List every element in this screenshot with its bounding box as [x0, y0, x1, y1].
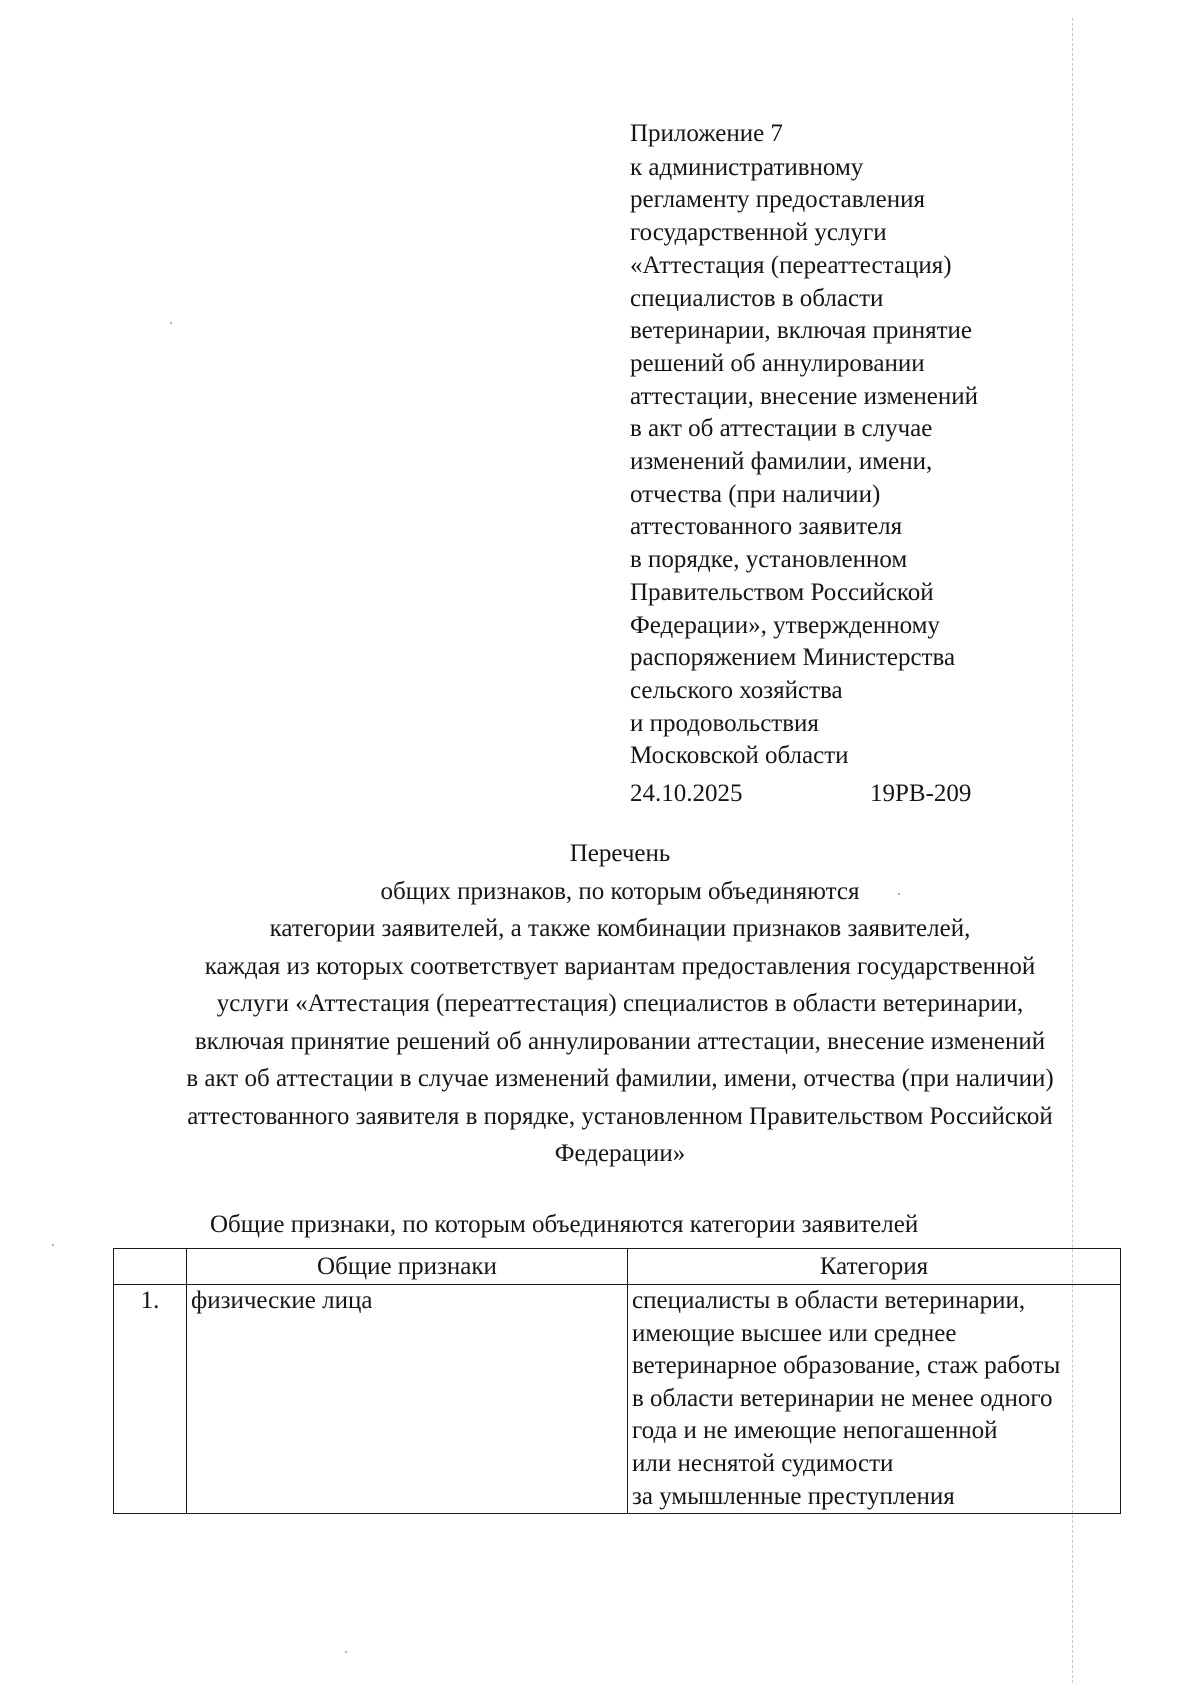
approval-number: 19РВ-209	[870, 780, 972, 807]
header-features: Общие признаки	[187, 1249, 628, 1285]
appendix-line: «Аттестация (переаттестация)	[630, 251, 952, 279]
appendix-line: Приложение 7	[630, 120, 783, 147]
appendix-line: и продовольствия	[630, 709, 819, 737]
category-line: за умышленные преступления	[632, 1482, 955, 1510]
criteria-table	[113, 1248, 1121, 1514]
appendix-line: государственной услуги	[630, 219, 887, 247]
appendix-line: в порядке, установленном	[630, 546, 908, 574]
appendix-line: сельского хозяйства	[630, 676, 843, 704]
appendix-line: изменений фамилии, имени,	[630, 448, 933, 476]
appendix-line: в акт об аттестации в случае	[630, 415, 933, 443]
title-line: услуги «Аттестация (переаттестация) специалистов в области ветеринарии,	[216, 990, 1024, 1017]
title-line: категории заявителей, а также комбинации признаков заявителей,	[269, 915, 971, 942]
title-line: общих признаков, по которым объединяются	[380, 877, 860, 905]
title-line: Перечень	[569, 840, 671, 867]
category-line: в области ветеринарии не менее одного	[632, 1384, 1053, 1412]
row-number: 1.	[114, 1285, 187, 1514]
appendix-line: Московской области	[630, 742, 849, 770]
title-line: Федерации»	[554, 1140, 686, 1167]
appendix-line: решений об аннулировании	[630, 349, 925, 377]
row-feature: физические лица	[187, 1285, 628, 1514]
table-header-row	[114, 1249, 1121, 1285]
appendix-line: Федерации», утвержденному	[630, 611, 940, 639]
document-title	[100, 835, 1140, 1173]
approval-date: 24.10.2025	[630, 780, 743, 807]
appendix-block	[630, 118, 1060, 773]
appendix-line: регламенту предоставления	[630, 186, 926, 214]
appendix-line: отчества (при наличии)	[630, 480, 881, 508]
category-line: специалисты в области ветеринарии,	[632, 1287, 1026, 1314]
scan-speck	[52, 1244, 54, 1246]
appendix-line: к административному	[630, 153, 864, 181]
title-line: включая принятие решений об аннулировании аттестации, внесение изменений	[194, 1027, 1046, 1055]
table-row	[114, 1285, 1121, 1514]
category-line: года и не имеющие непогашенной	[632, 1417, 998, 1445]
header-number	[114, 1249, 187, 1285]
title-line: каждая из которых соответствует вариантам предоставления государственной	[204, 952, 1036, 980]
scan-speck	[345, 1651, 347, 1653]
appendix-line: ветеринарии, включая принятие	[630, 317, 972, 345]
appendix-line: аттестованного заявителя	[630, 513, 903, 541]
category-line: или неснятой судимости	[632, 1449, 894, 1477]
appendix-line: специалистов в области	[630, 284, 884, 312]
row-category	[628, 1285, 1121, 1514]
title-line: аттестованного заявителя в порядке, установленном Правительством Российской	[187, 1102, 1053, 1130]
header-category: Категория	[628, 1249, 1121, 1285]
appendix-line: аттестации, внесение изменений	[630, 382, 979, 410]
scan-speck	[170, 322, 172, 324]
appendix-line: Правительством Российской	[630, 578, 934, 606]
table-caption: Общие признаки, по которым объединяются категории заявителей	[210, 1211, 919, 1238]
appendix-line: распоряжением Министерства	[630, 644, 956, 672]
title-line: в акт об аттестации в случае изменений фамилии, имени, отчества (при наличии)	[186, 1065, 1054, 1092]
category-line: имеющие высшее или среднее	[632, 1319, 957, 1347]
approval-line	[630, 778, 1060, 810]
category-line: ветеринарное образование, стаж работы	[632, 1352, 1061, 1380]
